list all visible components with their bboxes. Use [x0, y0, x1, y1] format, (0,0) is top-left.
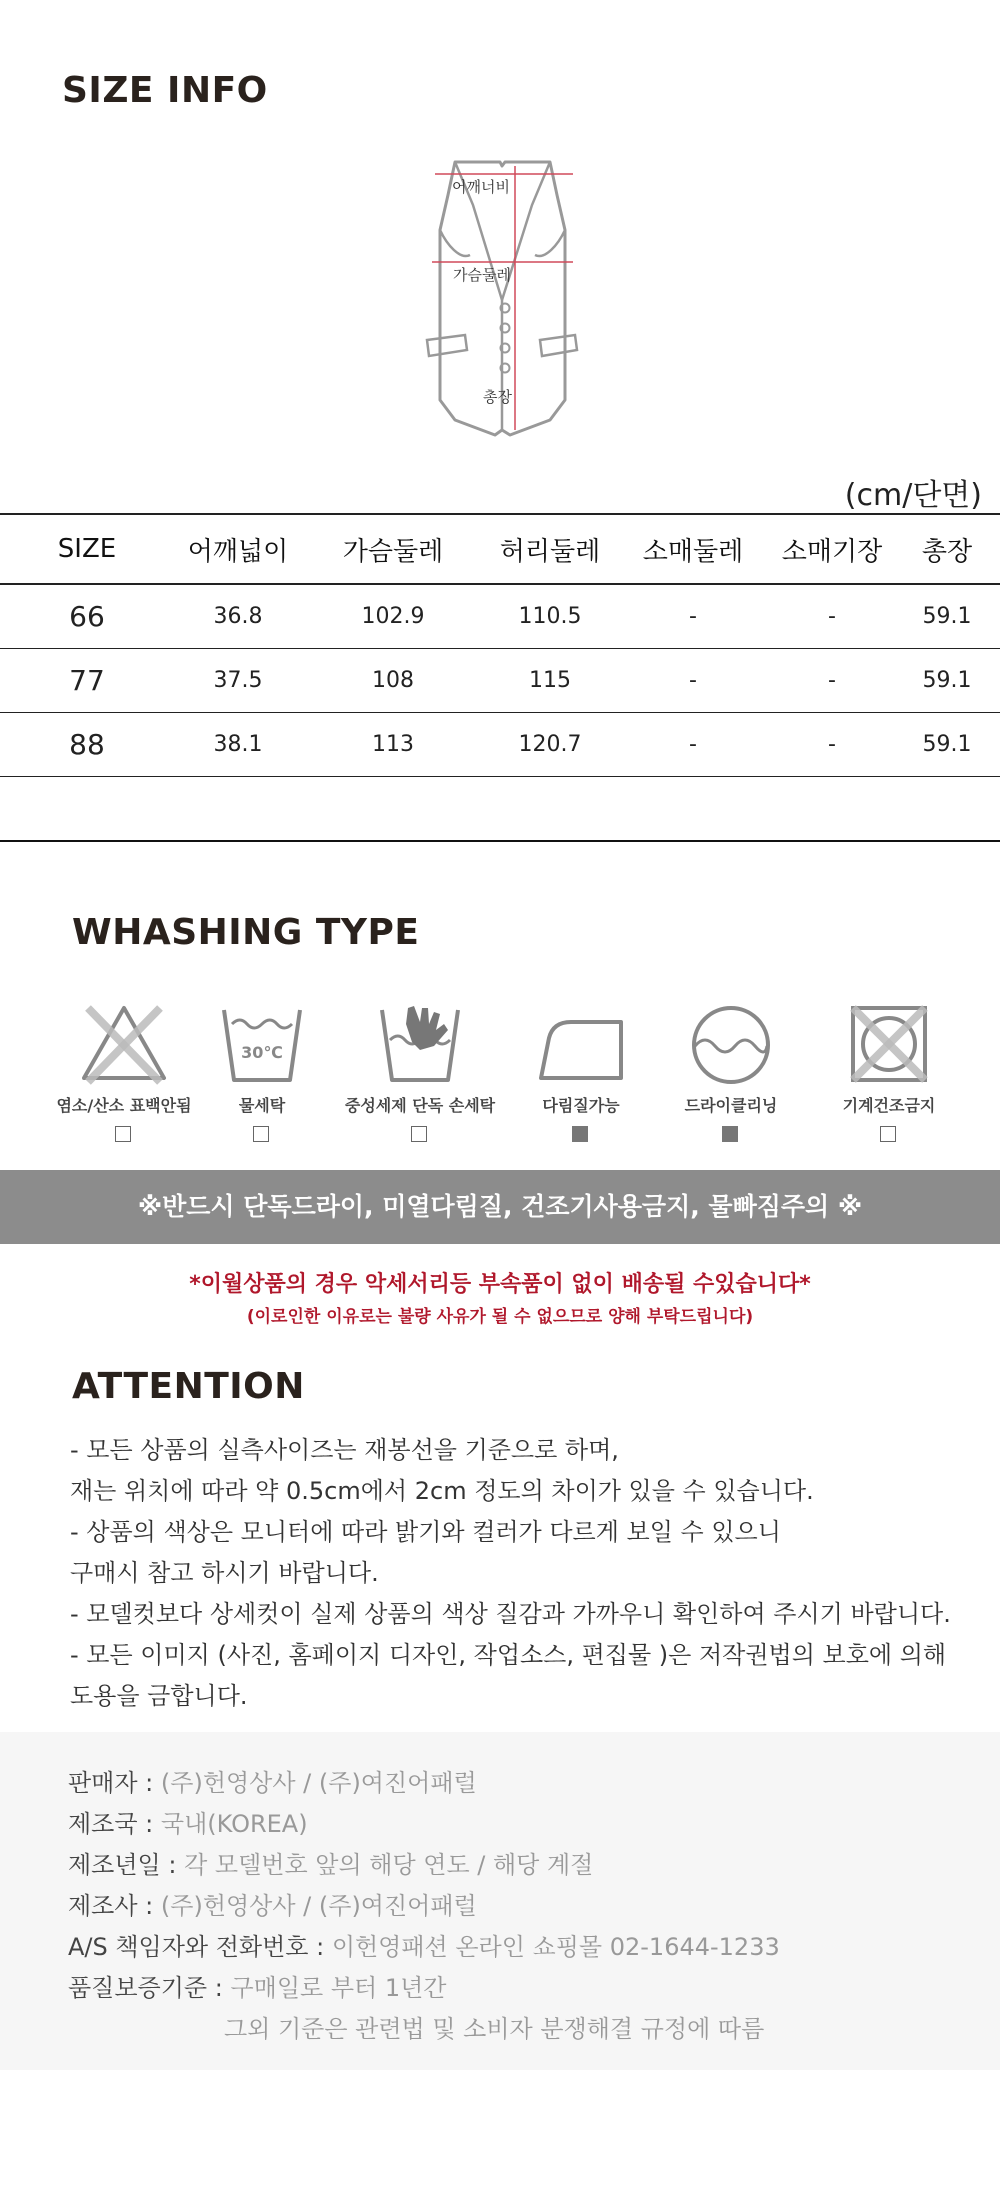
info-row [68, 1968, 446, 2003]
info-row [68, 1845, 593, 1880]
care-banner: ※반드시 단독드라이, 미열다림질, 건조기사용금지, 물빠짐주의 ※ [0, 1170, 1000, 1244]
col-header: 어깨넓이 [187, 536, 289, 567]
size-info-title: SIZE INFO [62, 70, 268, 111]
info-value: 이헌영패션 온라인 쇼핑몰 02-1644-1233 [331, 1933, 780, 1961]
table-row [0, 648, 1000, 712]
wash-checkbox[interactable] [253, 1126, 269, 1142]
col-header: 허리둘레 [499, 536, 601, 567]
table-cell: 108 [372, 667, 414, 693]
col-header: 소매둘레 [642, 536, 744, 567]
info-key: 판매자 : [68, 1769, 161, 1797]
col-header: 가슴둘레 [342, 536, 444, 567]
wash-label: 물세탁 [238, 1096, 286, 1115]
table-row [0, 584, 1000, 648]
attention-line: - 상품의 색상은 모니터에 따라 밝기와 컬러가 다르게 보일 수 있으니 [70, 1518, 781, 1546]
no-tumble-dry-icon [839, 1000, 939, 1090]
info-key: 제조년일 : [68, 1851, 185, 1879]
info-value: 각 모델번호 앞의 해당 연도 / 해당 계절 [184, 1851, 594, 1879]
diagram-label-shoulder: 어깨너비 [452, 178, 510, 196]
notice-main: *이월상품의 경우 악세서리등 부속품이 없이 배송될 수있습니다* [189, 1272, 811, 1297]
info-row [68, 1927, 780, 1962]
wash-checkbox-checked[interactable] [572, 1126, 588, 1142]
table-cell: 88 [69, 727, 105, 761]
info-key: 품질보증기준 : [68, 1974, 231, 2002]
notice-sub: (이로인한 이유로는 불량 사유가 될 수 없으므로 양해 부탁드립니다) [246, 1307, 754, 1327]
table-cell: 120.7 [518, 731, 582, 757]
table-cell: - [689, 603, 697, 629]
table-cell: 102.9 [361, 603, 425, 629]
attention-line: 도용을 금합니다. [70, 1682, 248, 1710]
table-cell: 38.1 [213, 731, 263, 757]
wash-temp-text: 30℃ [241, 1043, 283, 1062]
info-key: A/S 책임자와 전화번호 : [68, 1933, 332, 1961]
hand-wash-icon [370, 1000, 470, 1090]
table-cell: 59.1 [922, 667, 972, 693]
wash-label: 다림질가능 [542, 1096, 620, 1115]
iron-icon [531, 1000, 631, 1090]
info-value: 그외 기준은 관련법 및 소비자 분쟁해결 규정에 따름 [224, 2015, 765, 2043]
table-cell: 113 [372, 731, 414, 757]
table-cell: 36.8 [213, 603, 263, 629]
info-row [68, 1886, 477, 1921]
attention-list [70, 1430, 951, 1717]
unit-label: (cm/단면) [844, 478, 982, 513]
attention-line: 재는 위치에 따라 약 0.5cm에서 2cm 정도의 차이가 있을 수 있습니다. [70, 1477, 814, 1505]
diagram-label-length: 총장 [483, 388, 512, 406]
no-bleach-icon [74, 1000, 174, 1090]
info-key: 제조국 : [68, 1810, 161, 1838]
wash-item [824, 1000, 954, 1160]
table-cell: - [689, 731, 697, 757]
table-cell: 77 [69, 663, 105, 697]
info-value: 국내(KOREA) [160, 1810, 308, 1838]
table-cell: 115 [529, 667, 571, 693]
table-cell: - [828, 603, 836, 629]
table-cell: - [828, 667, 836, 693]
wash-checkbox[interactable] [880, 1126, 896, 1142]
wash-label: 염소/산소 표백안됨 [56, 1096, 192, 1115]
size-table [0, 513, 1000, 777]
col-header: 소매기장 [781, 536, 883, 567]
table-row [0, 712, 1000, 776]
col-header: 총장 [921, 536, 973, 567]
info-key: 제조사 : [68, 1892, 161, 1920]
wash-label: 기계건조금지 [842, 1096, 936, 1115]
wash-item [666, 1000, 796, 1160]
table-cell: 37.5 [213, 667, 263, 693]
section-divider [0, 840, 1000, 842]
table-cell: 66 [69, 599, 105, 633]
wash-label: 중성세제 단독 손세탁 [344, 1096, 496, 1115]
wash-checkbox-checked[interactable] [722, 1126, 738, 1142]
wash-label: 드라이클리닝 [684, 1096, 778, 1115]
attention-line: - 모든 상품의 실측사이즈는 재봉선을 기준으로 하며, [70, 1436, 619, 1464]
info-value: (주)헌영상사 / (주)여진어패럴 [160, 1769, 477, 1797]
info-value: 구매일로 부터 1년간 [230, 1974, 447, 2002]
wash-item [197, 1000, 327, 1160]
wash-checkbox[interactable] [411, 1126, 427, 1142]
wash-item [516, 1000, 646, 1160]
attention-line: 구매시 참고 하시기 바랍니다. [70, 1559, 379, 1587]
table-cell: 59.1 [922, 731, 972, 757]
info-value: (주)헌영상사 / (주)여진어패럴 [160, 1892, 477, 1920]
attention-line: - 모든 이미지 (사진, 홈페이지 디자인, 작업소스, 편집물 )은 저작권법의 보호에 의해 [70, 1641, 947, 1669]
diagram-label-chest: 가슴둘레 [453, 266, 511, 284]
size-table-header [0, 514, 1000, 584]
wash-item [344, 1000, 496, 1160]
wash-item [56, 1000, 192, 1160]
attention-line: - 모델컷보다 상세컷이 실제 상품의 색상 질감과 가까우니 확인하여 주시기 바랍니다. [70, 1600, 951, 1628]
wash-checkbox[interactable] [115, 1126, 131, 1142]
wash-30-icon [212, 1000, 312, 1090]
attention-title: ATTENTION [72, 1366, 305, 1407]
table-cell: - [828, 731, 836, 757]
table-cell: 110.5 [518, 603, 582, 629]
info-row [224, 2009, 764, 2044]
washing-title: WHASHING TYPE [72, 912, 420, 953]
info-row [68, 1804, 308, 1839]
col-header: SIZE [57, 534, 117, 564]
table-cell: 59.1 [922, 603, 972, 629]
seller-info-box [0, 1732, 1000, 2070]
table-cell: - [689, 667, 697, 693]
info-row [68, 1763, 477, 1798]
dry-clean-icon [681, 1000, 781, 1090]
